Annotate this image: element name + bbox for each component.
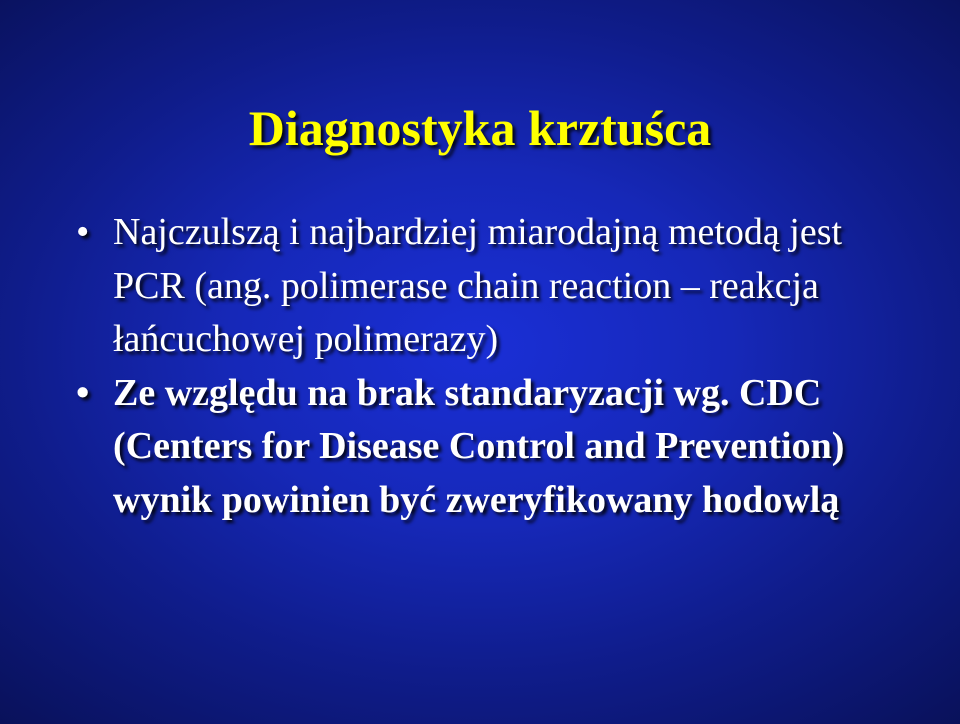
bullet-list [76, 206, 876, 527]
bullet-marker: • [76, 371, 90, 414]
bullet-text-2: Ze względu na brak standaryzacji wg. CDC (Centers for Disease Control and Prevention) wynik powinien być zweryfikowany hodowlą [113, 371, 845, 521]
bullet-item-1 [76, 206, 876, 367]
bullet-marker: • [76, 211, 90, 253]
slide-title: Diagnostyka krztuśca [248, 100, 712, 156]
bullet-text-1: Najczulszą i najbardziej miarodajną metodą jest PCR (ang. polimerase chain reaction – reakcja łańcuchowej polimerazy) [113, 211, 843, 360]
bullet-item-2 [76, 367, 876, 528]
